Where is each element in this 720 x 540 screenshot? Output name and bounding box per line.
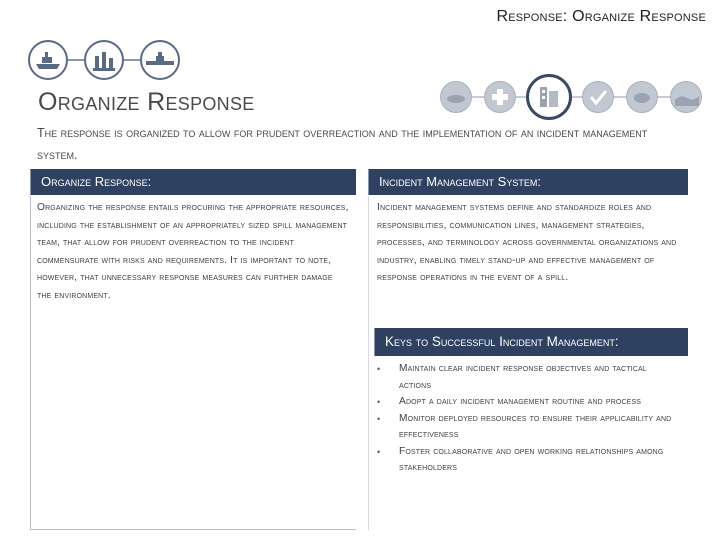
pipeline-icon xyxy=(140,40,180,80)
response-phase-strip xyxy=(440,74,702,120)
incident-management-body: Incident management systems define and standardize roles and responsibilities, communication lines, management strategies, processes, and terminology across governmental organizations and industry, enabling timely stand-up and effective management of response operations in the event of a spill. xyxy=(377,202,677,283)
ship-icon xyxy=(28,40,68,80)
bullet-icon: • xyxy=(377,364,381,374)
list-item xyxy=(377,394,677,411)
list-item-text: Foster collaborative and open working relationships among stakeholders xyxy=(399,445,664,473)
keys-header: Keys to Successful Incident Management: xyxy=(374,328,688,356)
organize-response-body: Organizing the response entails procuring the appropriate resources, including the establishment of an appropriately sized spill management team, that allow for prudent overreaction to the incident commensurate with risks and requirements. It is important to note, however, that unnecessary response measures can further damage the environment. xyxy=(37,202,349,301)
slide-section-title: Response: Organize Response xyxy=(496,8,706,25)
intro-text: The response is organized to allow for prudent overreaction and the implementation of an incident management system. xyxy=(37,126,648,162)
list-item-text: Adopt a daily incident management routine and process xyxy=(399,396,642,407)
list-item xyxy=(377,411,677,444)
page-title: Organize Response xyxy=(38,88,255,116)
list-item-text: Monitor deployed resources to ensure their applicability and effectiveness xyxy=(399,412,672,440)
coastline-icon xyxy=(670,81,702,113)
medical-cross-icon xyxy=(484,81,516,113)
keys-list xyxy=(377,361,677,477)
oil-spill-icon xyxy=(440,81,472,113)
list-item xyxy=(377,361,677,394)
incident-management-header: Incident Management System: xyxy=(368,169,688,195)
list-item-text: Maintain clear incident response objectives and tactical actions xyxy=(399,363,647,391)
organize-response-icon xyxy=(526,74,572,120)
check-icon xyxy=(582,81,614,113)
cleanup-icon xyxy=(626,81,658,113)
right-panel-divider xyxy=(368,196,369,530)
list-item xyxy=(377,444,677,477)
industry-icon-strip xyxy=(28,40,180,80)
organize-response-header: Organize Response: xyxy=(30,169,356,195)
bullet-icon: • xyxy=(377,446,381,457)
refinery-icon xyxy=(84,40,124,80)
bullet-icon: • xyxy=(377,413,381,424)
bullet-icon: • xyxy=(377,397,381,407)
